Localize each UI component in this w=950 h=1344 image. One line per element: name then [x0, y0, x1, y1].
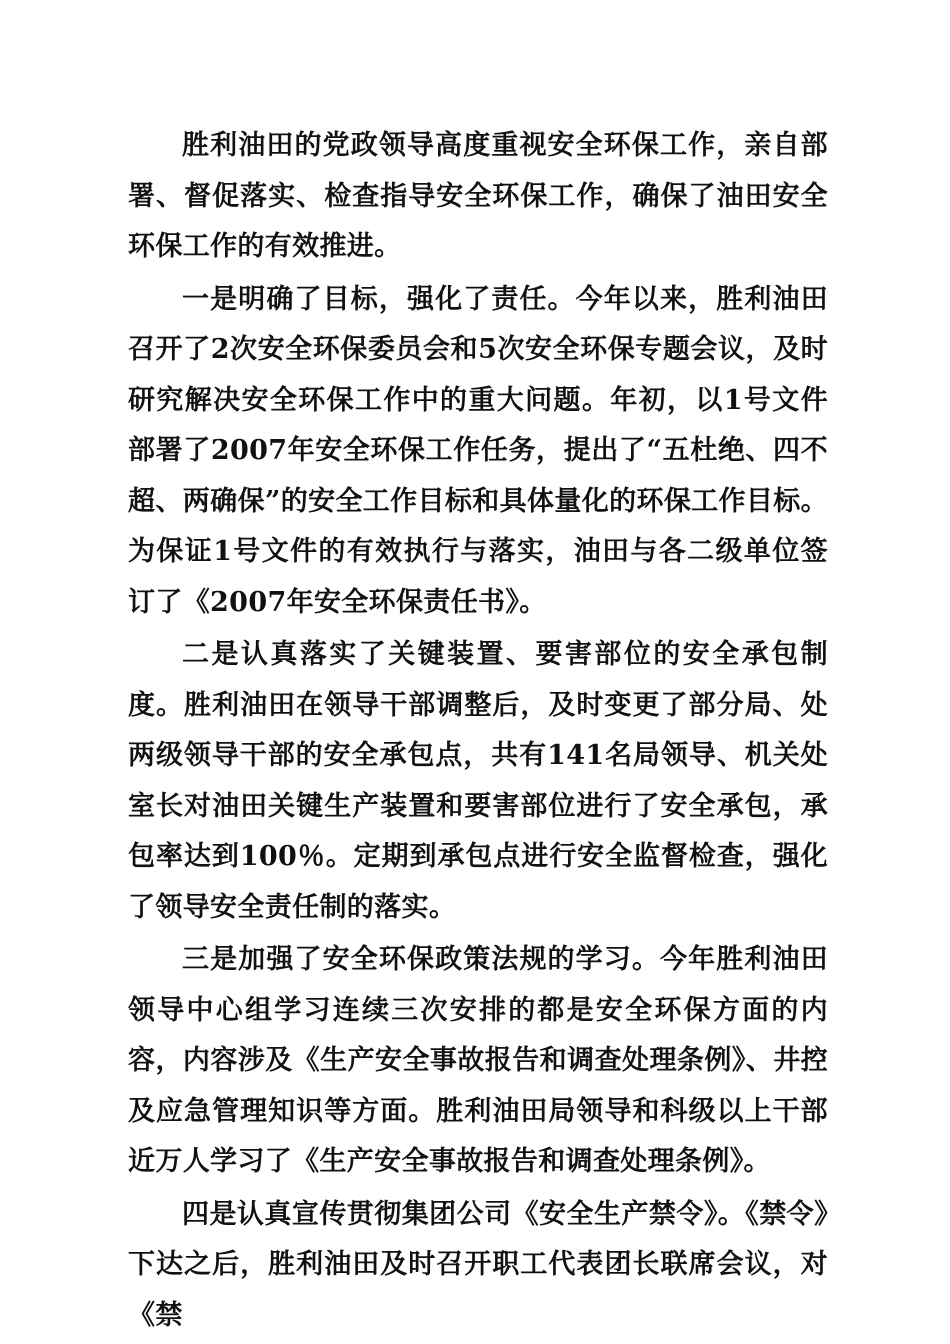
paragraph-point-three: 三是加强了安全环保政策法规的学习。今年胜利油田领导中心组学习连续三次安排的都是安全环保方面的内容，内容涉及《生产安全事故报告和调查处理条例》、井控及应急管理知识等方面。胜利油田局领导和科级以上干部近万人学习了《生产安全事故报告和调查处理条例》。	[128, 944, 828, 1177]
paragraph-point-four: 四是认真宣传贯彻集团公司《安全生产禁令》。《禁令》下达之后，胜利油田及时召开职工代表团长联席会议，对《禁	[128, 1198, 828, 1331]
paragraph-point-two: 二是认真落实了关键装置、要害部位的安全承包制度。胜利油田在领导干部调整后，及时变更了部分局、处两级领导干部的安全承包点，共有141名局领导、机关处室长对油田关键生产装置和要害部位进行了安全承包，承包率达到100％。定期到承包点进行安全监督检查，强化了领导安全责任制的落实。	[128, 639, 828, 923]
paragraph-intro: 胜利油田的党政领导高度重视安全环保工作，亲自部署、督促落实、检查指导安全环保工作，确保了油田安全环保工作的有效推进。	[128, 130, 828, 262]
document-body	[128, 121, 828, 1341]
paragraph-point-one: 一是明确了目标，强化了责任。今年以来，胜利油田召开了2次安全环保委员会和5次安全环保专题会议，及时研究解决安全环保工作中的重大问题。年初，以1号文件部署了2007年安全环保工作任务，提出了“五杜绝、四不超、两确保”的安全工作目标和具体量化的环保工作目标。为保证1号文件的有效执行与落实，油田与各二级单位签订了《2007年安全环保责任书》。	[128, 283, 828, 618]
